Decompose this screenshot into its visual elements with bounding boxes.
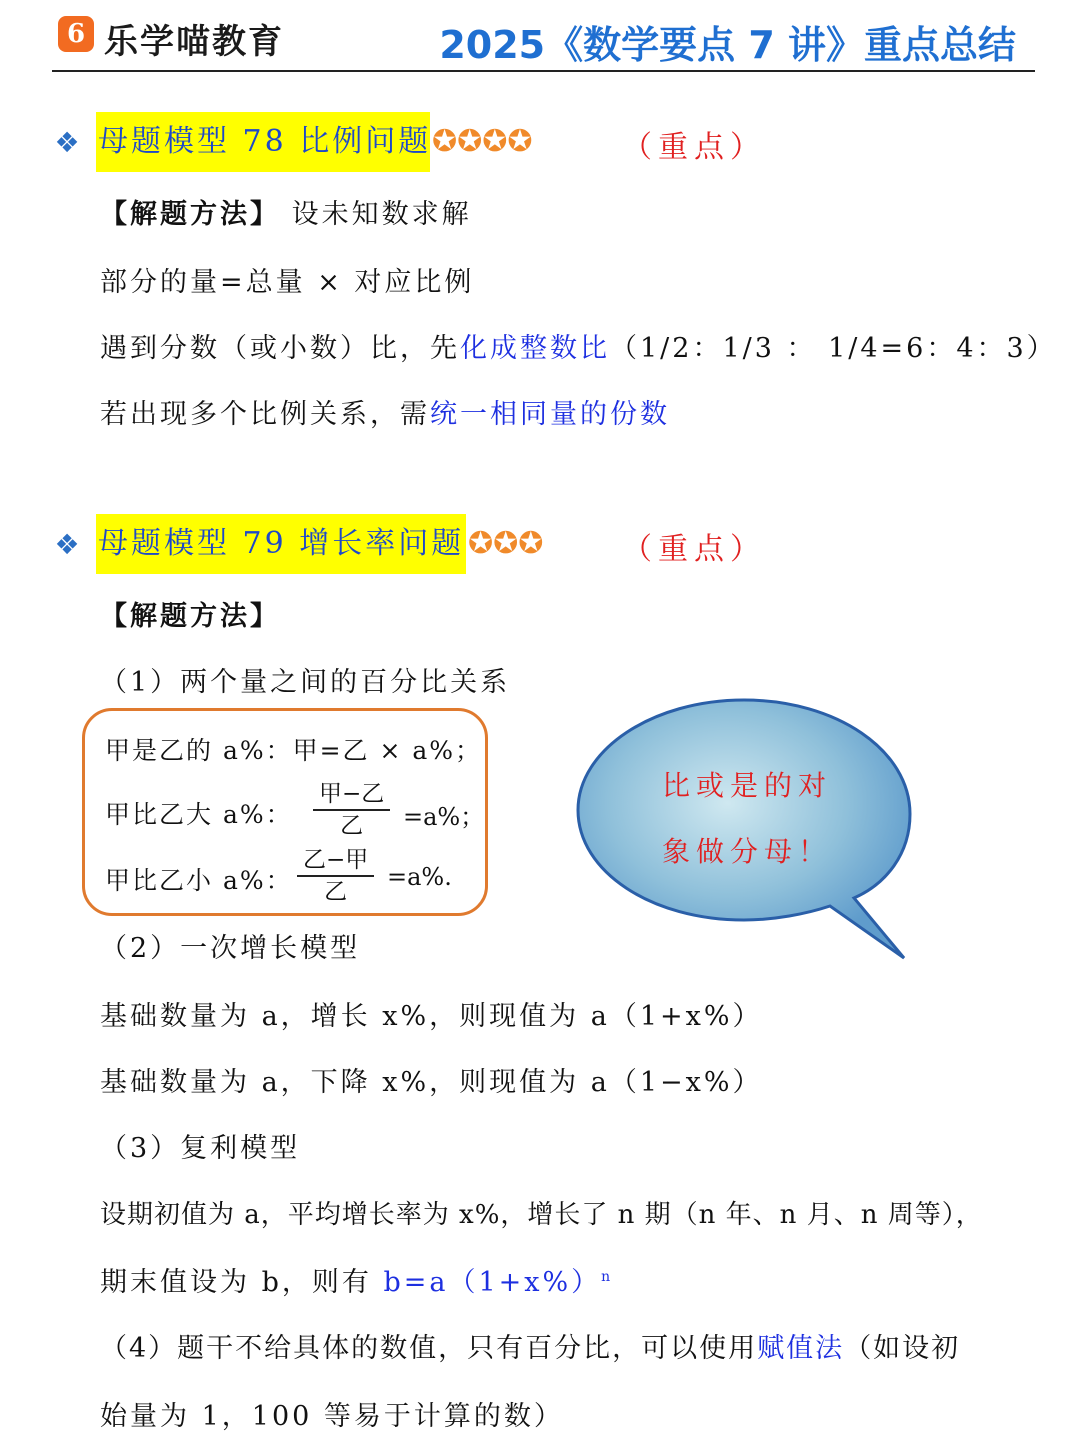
key-point-tag: （重点）: [622, 532, 766, 567]
linear-growth-up: 基础数量为 a，增长 x%，则现值为 a（1+x%）: [100, 1001, 763, 1032]
fraction-ratio-line: [100, 326, 1057, 365]
rating-stars-icon: ✪✪✪✪: [432, 124, 533, 159]
diamond-bullet-icon: ❖: [54, 126, 80, 159]
formula-less-result: =a%.: [387, 863, 452, 891]
method-label: 【解题方法】: [100, 601, 280, 632]
fraction-ratio-text: 遇到分数（或小数）比，先: [100, 333, 460, 364]
subheading-3: （3）复利模型: [100, 1133, 301, 1164]
subheading-2: （2）一次增长模型: [100, 933, 361, 964]
method-line: [100, 192, 472, 231]
multi-ratio-line: [100, 392, 670, 431]
percentage-formula-box: [82, 708, 488, 916]
bubble-line-1: 比或是的对: [662, 769, 833, 802]
fraction-numerator: 乙−甲: [297, 845, 374, 877]
compound-formula: b=a（1+x%）: [383, 1267, 602, 1298]
fraction-greater: [313, 779, 390, 841]
formula-is-percent: 甲是乙的 a%：甲=乙 × a%；: [105, 736, 483, 765]
multi-ratio-text: 若出现多个比例关系，需: [100, 399, 430, 430]
compound-line-1: 设期初值为 a，平均增长率为 x%，增长了 n 期（n 年、n 月、n 周等），: [100, 1200, 983, 1230]
ratio-formula: 部分的量=总量 × 对应比例: [100, 267, 475, 298]
brand-logo-icon: 6: [58, 16, 94, 52]
compound-text: 期末值设为 b，则有: [100, 1267, 384, 1298]
formula-greater-label: 甲比乙大 a%：: [105, 800, 293, 829]
key-point-tag: （重点）: [622, 130, 766, 165]
header-divider: [52, 70, 1035, 72]
fraction-denominator: 乙: [324, 879, 348, 905]
section-78-title: 母题模型 78 比例问题: [96, 112, 430, 172]
section-79-title: 母题模型 79 增长率问题: [96, 514, 466, 574]
formula-less-label: 甲比乙小 a%：: [105, 866, 293, 895]
assign-value-line-1: [100, 1326, 960, 1365]
assign-value-line-2: 始量为 1，100 等易于计算的数）: [100, 1401, 564, 1432]
assign-value-text-2: （如设初: [844, 1333, 961, 1364]
fraction-less: [297, 845, 374, 907]
assign-value-highlight: 赋值法: [757, 1333, 845, 1364]
brand-name: 乐学喵教育: [104, 22, 284, 62]
fraction-denominator: 乙: [340, 813, 364, 839]
compound-exponent: n: [601, 1269, 614, 1285]
diamond-bullet-icon: ❖: [54, 528, 80, 561]
fraction-ratio-highlight: 化成整数比: [460, 333, 610, 364]
assign-value-text: （4）题干不给具体的数值，只有百分比，可以使用: [100, 1333, 758, 1364]
fraction-numerator: 甲−乙: [313, 779, 390, 811]
compound-line-2: [100, 1260, 613, 1299]
linear-growth-down: 基础数量为 a，下降 x%，则现值为 a（1−x%）: [100, 1067, 763, 1098]
method-text: 设未知数求解: [291, 199, 472, 230]
rating-stars-icon: ✪✪✪: [468, 526, 544, 561]
formula-greater-result: =a%；: [403, 803, 485, 831]
method-label: 【解题方法】: [100, 199, 280, 230]
bubble-line-2: 象做分母！: [662, 835, 833, 868]
fraction-ratio-example: （1/2：1/3 ： 1/4=6：4：3）: [610, 333, 1057, 364]
subheading-1: （1）两个量之间的百分比关系: [100, 667, 511, 698]
document-title: 2025《数学要点 7 讲》重点总结: [439, 23, 1016, 67]
multi-ratio-highlight: 统一相同量的份数: [430, 399, 670, 430]
page-header: [0, 0, 1080, 72]
